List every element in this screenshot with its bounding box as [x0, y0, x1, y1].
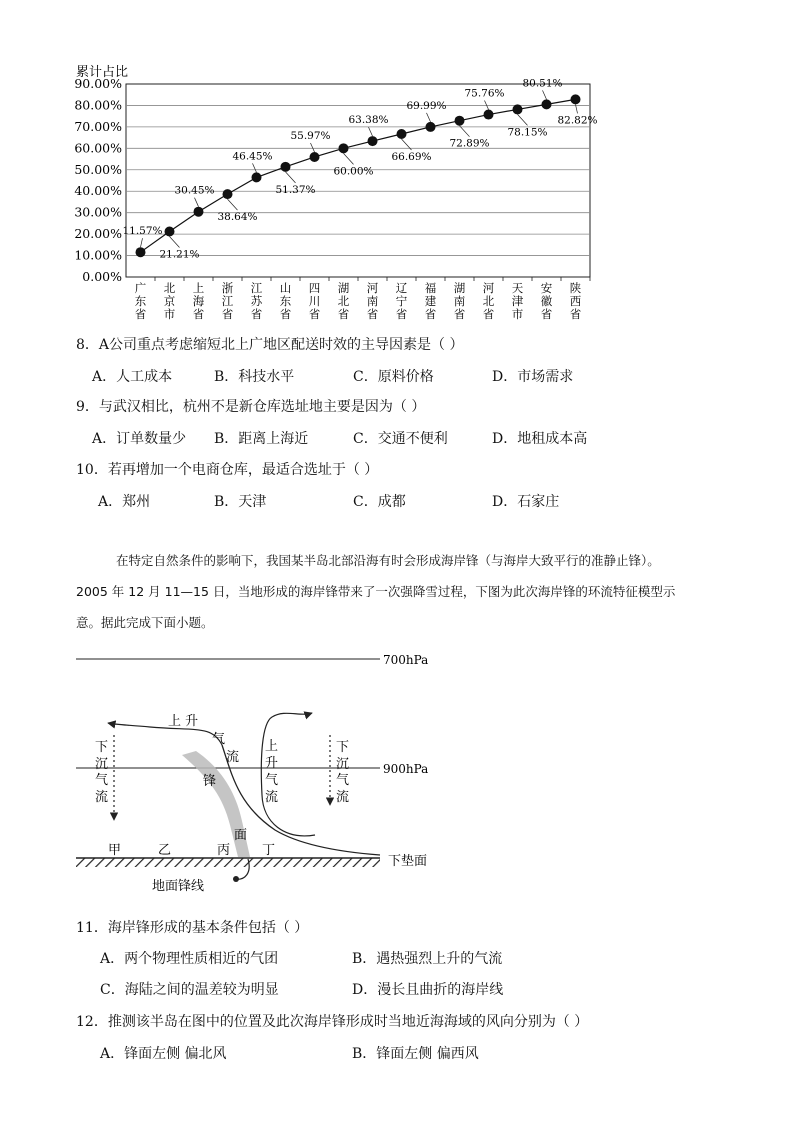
data-label: 51.37% [275, 183, 316, 196]
y-tick-label: 10.00% [74, 247, 122, 263]
right-sink-label-3: 气 [336, 773, 350, 788]
data-point [513, 104, 523, 114]
passage-line-3: 意。据此完成下面小题。 [76, 615, 214, 630]
question-8-option-a[interactable]: A．人工成本 [92, 369, 173, 385]
data-label-connector [195, 198, 199, 207]
data-label-connector [286, 172, 296, 183]
data-point [368, 136, 378, 146]
data-label-connector [485, 101, 489, 110]
question-9-option-c[interactable]: C．交通不便利 [353, 431, 448, 447]
data-label: 63.38% [348, 114, 389, 127]
data-label-connector [228, 199, 238, 210]
data-label-connector [427, 113, 431, 122]
data-label: 78.15% [507, 126, 548, 139]
data-label: 69.99% [406, 99, 447, 112]
data-label-connector [344, 153, 354, 164]
data-label-connector [460, 126, 470, 137]
x-tick-label: 上海省 [192, 281, 205, 321]
data-point [165, 227, 175, 237]
data-label-connector [253, 163, 257, 172]
coastal-front-diagram [0, 645, 794, 910]
chart-y-axis-title: 累计占比 [76, 65, 129, 80]
question-12-option-b[interactable]: B．锋面左侧 偏西风 [352, 1046, 479, 1062]
data-label: 82.82% [557, 114, 598, 127]
y-tick-label: 80.00% [74, 97, 122, 113]
point-ding: 丁 [262, 843, 276, 858]
data-label-connector [170, 237, 180, 248]
question-11-stem: 11．海岸锋形成的基本条件包括（ ） [76, 920, 309, 936]
right-sink-label-1: 下 [336, 740, 350, 755]
y-tick-label: 30.00% [74, 204, 122, 220]
point-jia: 甲 [108, 843, 122, 858]
data-label: 55.97% [290, 129, 331, 142]
data-label-connector [518, 114, 528, 125]
right-rise-label-1: 上 [265, 739, 279, 754]
data-label: 30.45% [174, 184, 215, 197]
x-tick-label: 辽宁省 [395, 281, 408, 321]
y-tick-label: 20.00% [74, 226, 122, 242]
data-label: 75.76% [464, 87, 505, 100]
front-label-2: 面 [234, 828, 248, 843]
x-tick-label: 湖北省 [337, 281, 350, 321]
data-point [542, 99, 552, 109]
data-label: 60.00% [333, 165, 374, 178]
left-rising-airflow-arrow [108, 723, 222, 745]
data-point [397, 129, 407, 139]
x-tick-label: 河北省 [482, 281, 495, 321]
data-label: 66.69% [391, 150, 432, 163]
x-tick-label: 福建省 [424, 281, 437, 321]
question-10-stem: 10．若再增加一个电商仓库，最适合选址于（ ） [76, 462, 379, 478]
question-10-option-d[interactable]: D．石家庄 [492, 494, 560, 510]
passage [76, 545, 726, 638]
data-point [310, 152, 320, 162]
right-rise-label-4: 流 [265, 790, 279, 805]
front-label-1: 锋 [203, 774, 217, 789]
x-tick-label: 安徽省 [540, 281, 553, 321]
right-sink-label-2: 沉 [336, 757, 350, 772]
question-11-option-c[interactable]: C．海陆之间的温差较为明显 [100, 982, 279, 998]
data-point [426, 122, 436, 132]
left-sink-label-4: 流 [95, 790, 109, 805]
data-label-connector [141, 238, 143, 247]
data-label: 46.45% [232, 150, 273, 163]
x-tick-label: 天津市 [511, 281, 524, 321]
question-10-option-c[interactable]: C．成都 [353, 494, 406, 510]
x-tick-label: 四川省 [308, 281, 321, 321]
data-label: 11.57% [122, 225, 163, 238]
y-tick-label: 40.00% [74, 183, 122, 199]
label-underlying-surface: 下垫面 [388, 854, 428, 869]
y-tick-label: 90.00% [74, 76, 122, 91]
question-9-stem: 9．与武汉相比，杭州不是新仓库选址地主要是因为（ ） [76, 399, 426, 415]
data-point [571, 94, 581, 104]
question-9-option-d[interactable]: D．地租成本高 [492, 431, 588, 447]
ground-front-dot [233, 876, 239, 882]
data-point [339, 143, 349, 153]
data-point [136, 247, 146, 257]
data-point [455, 116, 465, 126]
label-900hpa: 900hPa [383, 762, 429, 776]
x-tick-label: 江苏省 [250, 281, 263, 321]
label-ground-front-line: 地面锋线 [152, 879, 205, 894]
x-tick-label: 北京市 [163, 281, 176, 321]
question-12-stem: 12．推测该半岛在图中的位置及此次海岸锋形成时当地近海海域的风向分别为（ ） [76, 1014, 589, 1030]
passage-line-1: 在特定自然条件的影响下，我国某半岛北部沿海有时会形成海岸锋（与海岸大致平行的准静止锋）。 [116, 553, 660, 568]
data-label-connector [543, 90, 547, 99]
left-rise-label-1: 上 升 [168, 714, 199, 729]
right-rise-label-2: 升 [265, 756, 279, 771]
data-label-connector [369, 127, 373, 136]
x-tick-label: 陕西省 [569, 281, 582, 321]
surface-hatching [76, 858, 380, 867]
x-tick-label: 浙江省 [221, 281, 234, 321]
question-10-option-a[interactable]: A．郑州 [98, 494, 151, 510]
question-11-option-a[interactable]: A．两个物理性质相近的气团 [100, 951, 279, 967]
data-point [252, 172, 262, 182]
y-tick-label: 70.00% [74, 118, 122, 134]
data-point [194, 207, 204, 217]
left-sink-label-2: 沉 [95, 757, 109, 772]
question-10-option-b[interactable]: B．天津 [214, 494, 267, 510]
data-point [281, 162, 291, 172]
right-rise-label-3: 气 [265, 773, 279, 788]
label-700hpa: 700hPa [383, 653, 429, 667]
data-point [484, 110, 494, 120]
y-tick-label: 60.00% [74, 140, 122, 156]
left-sink-label-3: 气 [95, 773, 109, 788]
data-label: 72.89% [449, 137, 490, 150]
question-8-option-c[interactable]: C．原料价格 [353, 369, 434, 385]
x-tick-label: 湖南省 [453, 281, 466, 321]
data-point [223, 189, 233, 199]
point-yi: 乙 [158, 843, 172, 858]
question-9-option-a[interactable]: A．订单数量少 [92, 431, 187, 447]
y-tick-label: 0.00% [82, 269, 122, 284]
left-rise-label-3: 流 [226, 750, 240, 765]
question-11-option-b[interactable]: B．遇热强烈上升的气流 [352, 951, 503, 967]
question-8-option-b[interactable]: B．科技水平 [214, 369, 295, 385]
data-label: 21.21% [159, 248, 200, 261]
data-label-connector [311, 143, 315, 152]
left-sink-label-1: 下 [95, 740, 109, 755]
passage-line-2: 2005 年 12 月 11—15 日，当地形成的海岸锋带来了一次强降雪过程，下图为此次海岸锋的环流特征模型示 [76, 584, 676, 599]
question-9-option-b[interactable]: B．距离上海近 [214, 431, 309, 447]
data-label: 80.51% [522, 77, 563, 90]
x-tick-label: 广东省 [134, 281, 147, 321]
x-tick-label: 河南省 [366, 281, 379, 321]
question-8-option-d[interactable]: D．市场需求 [492, 369, 574, 385]
question-8-stem: 8．A公司重点考虑缩短北上广地区配送时效的主导因素是（ ） [76, 337, 464, 353]
left-rise-label-2: 气 [212, 732, 226, 747]
question-11-option-d[interactable]: D．漫长且曲折的海岸线 [352, 982, 504, 998]
point-bing: 丙 [217, 843, 231, 858]
question-12-option-a[interactable]: A．锋面左侧 偏北风 [100, 1046, 227, 1062]
cumulative-share-chart [0, 0, 794, 330]
data-label: 38.64% [217, 211, 258, 224]
right-sink-label-4: 流 [336, 790, 350, 805]
y-tick-label: 50.00% [74, 161, 122, 177]
x-tick-label: 山东省 [279, 281, 292, 321]
